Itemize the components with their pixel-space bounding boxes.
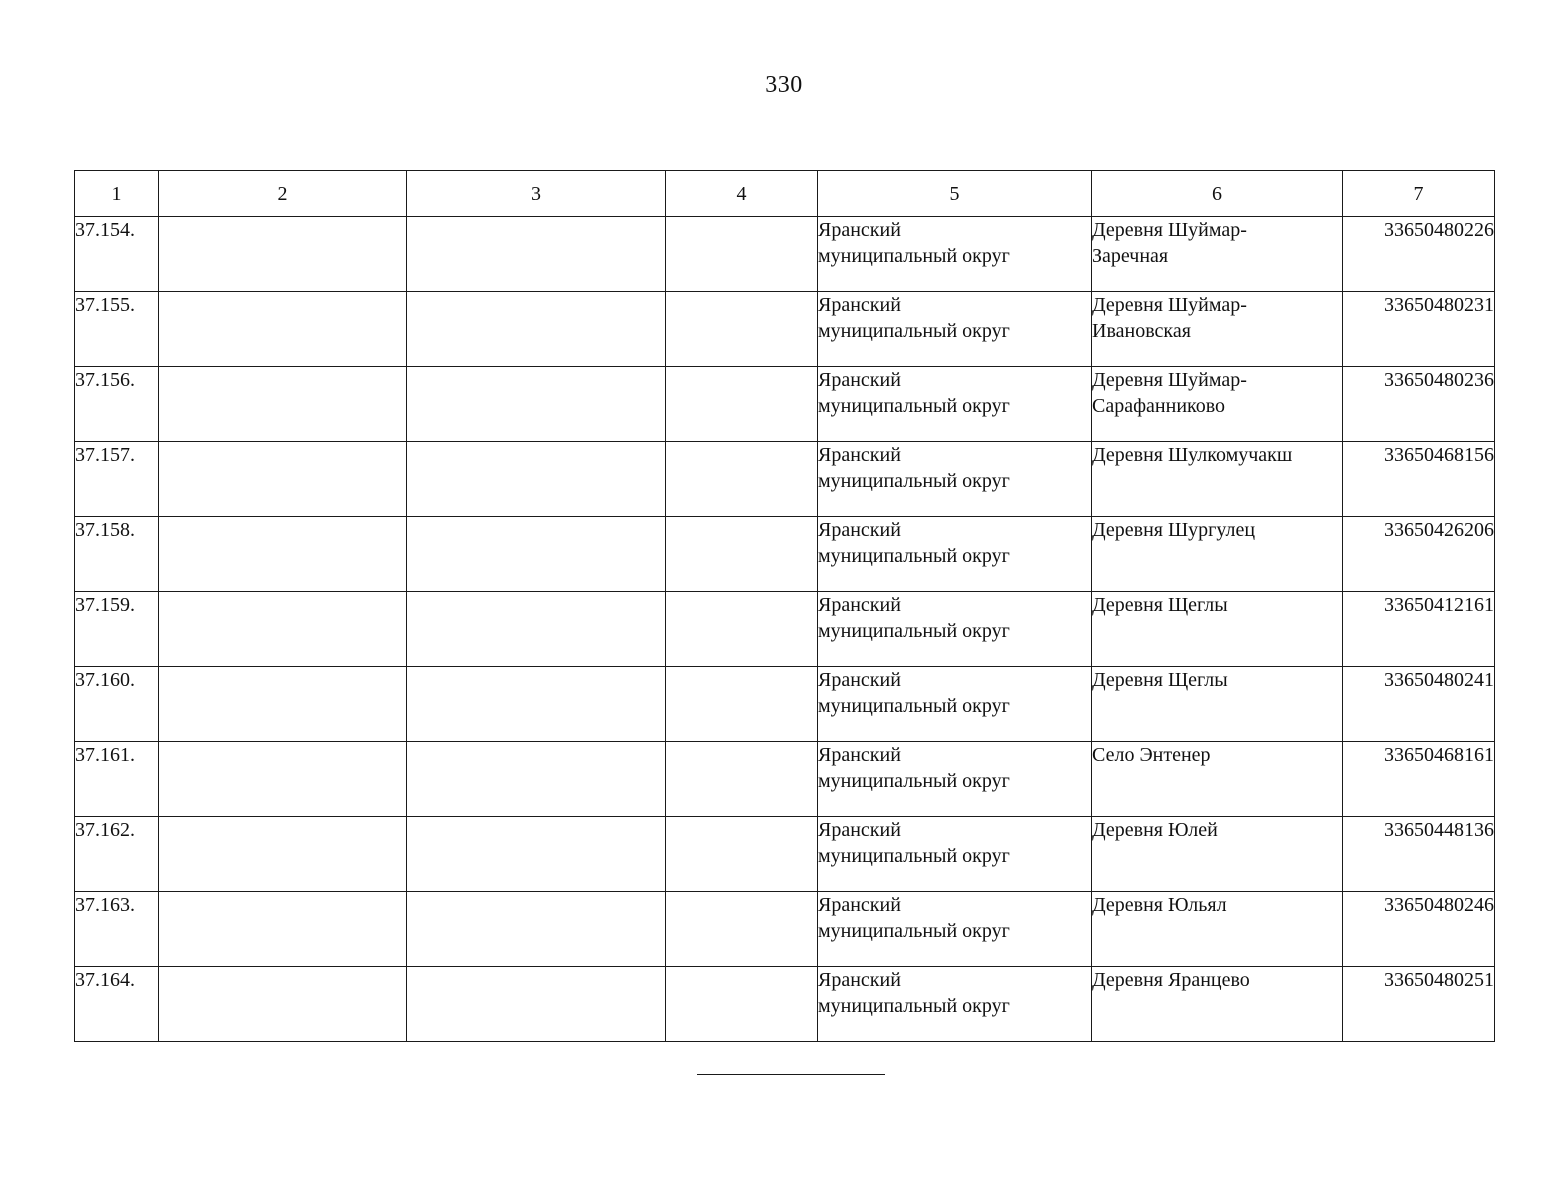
district-line-2: муниципальный округ	[818, 770, 1010, 792]
col-2-cell	[159, 592, 407, 667]
header-col-7: 7	[1343, 171, 1495, 217]
settlement-line-1: Село Энтенер	[1092, 744, 1211, 766]
oktmo-code-cell: 33650468161	[1343, 742, 1495, 817]
district-cell	[818, 517, 1092, 592]
district-line-1: Яранский	[818, 219, 901, 241]
district-cell	[818, 667, 1092, 742]
oktmo-code-cell: 33650480246	[1343, 892, 1495, 967]
header-col-1: 1	[75, 171, 159, 217]
settlement-cell	[1092, 217, 1343, 292]
oktmo-code-cell: 33650480236	[1343, 367, 1495, 442]
col-3-cell	[407, 967, 666, 1042]
district-cell	[818, 367, 1092, 442]
table-row	[75, 367, 1495, 442]
col-4-cell	[666, 517, 818, 592]
table-row	[75, 517, 1495, 592]
district-line-1: Яранский	[818, 444, 901, 466]
col-3-cell	[407, 367, 666, 442]
col-2-cell	[159, 967, 407, 1042]
table-row	[75, 592, 1495, 667]
col-3-cell	[407, 292, 666, 367]
col-3-cell	[407, 442, 666, 517]
settlement-line-1: Деревня Шургулец	[1092, 519, 1256, 541]
settlement-line-1: Деревня Юлей	[1092, 819, 1218, 841]
col-4-cell	[666, 742, 818, 817]
oktmo-code-cell: 33650412161	[1343, 592, 1495, 667]
col-4-cell	[666, 442, 818, 517]
col-4-cell	[666, 592, 818, 667]
settlement-cell	[1092, 442, 1343, 517]
col-4-cell	[666, 292, 818, 367]
header-row	[75, 171, 1495, 217]
header-col-3: 3	[407, 171, 666, 217]
table-row	[75, 817, 1495, 892]
settlement-cell	[1092, 367, 1343, 442]
district-line-2: муниципальный округ	[818, 545, 1010, 567]
row-number-cell: 37.155.	[75, 292, 159, 367]
settlement-cell	[1092, 892, 1343, 967]
settlement-line-2: Заречная	[1092, 245, 1169, 267]
col-3-cell	[407, 517, 666, 592]
district-line-1: Яранский	[818, 894, 901, 916]
settlement-cell	[1092, 517, 1343, 592]
settlement-cell	[1092, 817, 1343, 892]
row-number-cell: 37.161.	[75, 742, 159, 817]
table-header	[75, 171, 1495, 217]
col-2-cell	[159, 442, 407, 517]
district-line-2: муниципальный округ	[818, 995, 1010, 1017]
district-cell	[818, 442, 1092, 517]
table-body	[75, 217, 1495, 1042]
district-line-1: Яранский	[818, 369, 901, 391]
col-3-cell	[407, 667, 666, 742]
district-line-2: муниципальный округ	[818, 470, 1010, 492]
settlement-cell	[1092, 592, 1343, 667]
settlement-line-1: Деревня Щеглы	[1092, 669, 1228, 691]
col-4-cell	[666, 217, 818, 292]
district-line-2: муниципальный округ	[818, 695, 1010, 717]
col-4-cell	[666, 967, 818, 1042]
settlement-cell	[1092, 742, 1343, 817]
district-cell	[818, 967, 1092, 1042]
table-row	[75, 667, 1495, 742]
district-cell	[818, 742, 1092, 817]
oktmo-code-cell: 33650448136	[1343, 817, 1495, 892]
header-col-2: 2	[159, 171, 407, 217]
row-number-cell: 37.157.	[75, 442, 159, 517]
settlement-line-1: Деревня Шуймар-	[1092, 369, 1247, 391]
table-row	[75, 292, 1495, 367]
col-3-cell	[407, 817, 666, 892]
oktmo-code-cell: 33650480251	[1343, 967, 1495, 1042]
district-line-2: муниципальный округ	[818, 395, 1010, 417]
settlement-line-1: Деревня Яранцево	[1092, 969, 1250, 991]
district-cell	[818, 592, 1092, 667]
district-cell	[818, 217, 1092, 292]
row-number-cell: 37.158.	[75, 517, 159, 592]
district-cell	[818, 892, 1092, 967]
district-line-2: муниципальный округ	[818, 920, 1010, 942]
settlement-line-1: Деревня Шулкомучакш	[1092, 444, 1293, 466]
district-line-1: Яранский	[818, 669, 901, 691]
row-number-cell: 37.159.	[75, 592, 159, 667]
settlement-line-1: Деревня Юльял	[1092, 894, 1227, 916]
district-line-1: Яранский	[818, 744, 901, 766]
table-row	[75, 967, 1495, 1042]
row-number-cell: 37.164.	[75, 967, 159, 1042]
table-row	[75, 892, 1495, 967]
col-4-cell	[666, 367, 818, 442]
district-cell	[818, 817, 1092, 892]
district-cell	[818, 292, 1092, 367]
header-col-6: 6	[1092, 171, 1343, 217]
col-2-cell	[159, 217, 407, 292]
col-2-cell	[159, 517, 407, 592]
col-2-cell	[159, 367, 407, 442]
col-4-cell	[666, 892, 818, 967]
settlement-line-1: Деревня Щеглы	[1092, 594, 1228, 616]
settlements-table	[74, 170, 1495, 1042]
district-line-1: Яранский	[818, 969, 901, 991]
col-2-cell	[159, 742, 407, 817]
col-2-cell	[159, 292, 407, 367]
col-2-cell	[159, 667, 407, 742]
col-2-cell	[159, 892, 407, 967]
col-2-cell	[159, 817, 407, 892]
district-line-1: Яранский	[818, 519, 901, 541]
district-line-1: Яранский	[818, 819, 901, 841]
row-number-cell: 37.163.	[75, 892, 159, 967]
row-number-cell: 37.160.	[75, 667, 159, 742]
table-row	[75, 442, 1495, 517]
settlement-line-2: Сарафанниково	[1092, 395, 1226, 417]
col-4-cell	[666, 667, 818, 742]
district-line-1: Яранский	[818, 294, 901, 316]
settlement-cell	[1092, 292, 1343, 367]
settlement-cell	[1092, 667, 1343, 742]
oktmo-code-cell: 33650468156	[1343, 442, 1495, 517]
table-row	[75, 742, 1495, 817]
end-rule	[697, 1074, 885, 1075]
district-line-2: муниципальный округ	[818, 320, 1010, 342]
oktmo-code-cell: 33650426206	[1343, 517, 1495, 592]
settlement-cell	[1092, 967, 1343, 1042]
district-line-2: муниципальный округ	[818, 845, 1010, 867]
col-3-cell	[407, 217, 666, 292]
header-col-4: 4	[666, 171, 818, 217]
page-number: 330	[765, 72, 803, 98]
header-col-5: 5	[818, 171, 1092, 217]
oktmo-code-cell: 33650480231	[1343, 292, 1495, 367]
settlement-line-1: Деревня Шуймар-	[1092, 219, 1247, 241]
col-3-cell	[407, 742, 666, 817]
oktmo-code-cell: 33650480241	[1343, 667, 1495, 742]
district-line-1: Яранский	[818, 594, 901, 616]
district-line-2: муниципальный округ	[818, 620, 1010, 642]
oktmo-code-cell: 33650480226	[1343, 217, 1495, 292]
settlement-line-1: Деревня Шуймар-	[1092, 294, 1247, 316]
col-3-cell	[407, 592, 666, 667]
row-number-cell: 37.162.	[75, 817, 159, 892]
district-line-2: муниципальный округ	[818, 245, 1010, 267]
row-number-cell: 37.154.	[75, 217, 159, 292]
row-number-cell: 37.156.	[75, 367, 159, 442]
table-row	[75, 217, 1495, 292]
settlement-line-2: Ивановская	[1092, 320, 1191, 342]
col-3-cell	[407, 892, 666, 967]
col-4-cell	[666, 817, 818, 892]
